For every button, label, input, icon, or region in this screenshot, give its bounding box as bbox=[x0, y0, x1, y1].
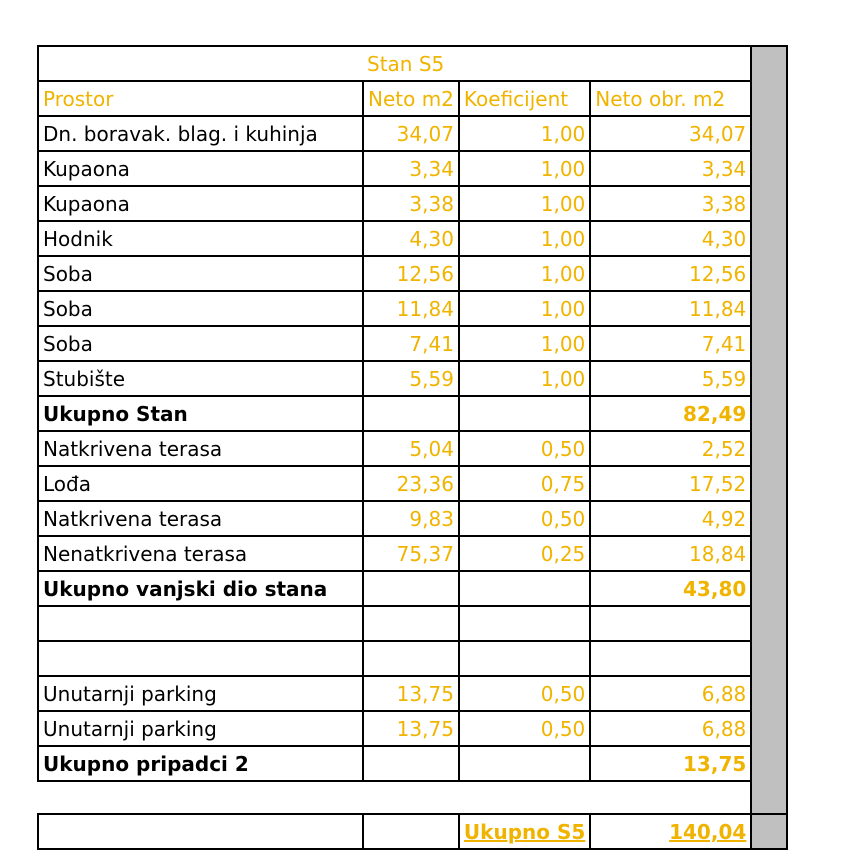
total-stan-row bbox=[38, 396, 787, 431]
empty-cell bbox=[363, 396, 459, 431]
space-name: Natkrivena terasa bbox=[38, 501, 363, 536]
total-value: 13,75 bbox=[590, 746, 751, 781]
obr-value: 18,84 bbox=[590, 536, 751, 571]
header-row bbox=[38, 81, 787, 116]
koef-value: 1,00 bbox=[459, 221, 590, 256]
gray-cell bbox=[751, 116, 787, 151]
gray-cell bbox=[751, 431, 787, 466]
gray-cell bbox=[751, 641, 787, 676]
koef-value: 0,25 bbox=[459, 536, 590, 571]
empty-row bbox=[38, 641, 787, 676]
obr-value: 4,30 bbox=[590, 221, 751, 256]
empty-cell bbox=[459, 746, 590, 781]
gray-cell bbox=[751, 814, 787, 849]
gray-cell bbox=[751, 571, 787, 606]
table-row bbox=[38, 361, 787, 396]
obr-value: 3,34 bbox=[590, 151, 751, 186]
neto-value: 34,07 bbox=[363, 116, 459, 151]
space-name: Natkrivena terasa bbox=[38, 431, 363, 466]
empty-cell bbox=[363, 571, 459, 606]
table-row bbox=[38, 186, 787, 221]
header-neto: Neto m2 bbox=[363, 81, 459, 116]
neto-value: 5,04 bbox=[363, 431, 459, 466]
gray-cell bbox=[751, 186, 787, 221]
neto-value: 12,56 bbox=[363, 256, 459, 291]
neto-value: 3,38 bbox=[363, 186, 459, 221]
gray-cell bbox=[751, 81, 787, 116]
empty-cell bbox=[363, 606, 459, 641]
table-row bbox=[38, 116, 787, 151]
table-row bbox=[38, 676, 787, 711]
gray-cell bbox=[751, 221, 787, 256]
koef-value: 0,50 bbox=[459, 501, 590, 536]
koef-value: 1,00 bbox=[459, 186, 590, 221]
total-label: Ukupno pripadci 2 bbox=[38, 746, 363, 781]
table-row bbox=[38, 501, 787, 536]
gray-cell bbox=[751, 256, 787, 291]
neto-value: 13,75 bbox=[363, 676, 459, 711]
space-name: Dn. boravak. blag. i kuhinja bbox=[38, 116, 363, 151]
koef-value: 0,50 bbox=[459, 431, 590, 466]
table-row bbox=[38, 536, 787, 571]
grand-total-value: 140,04 bbox=[590, 814, 751, 849]
space-name: Soba bbox=[38, 326, 363, 361]
spreadsheet-area bbox=[37, 45, 788, 850]
empty-cell bbox=[38, 641, 363, 676]
gray-cell bbox=[751, 606, 787, 641]
gap-cell bbox=[363, 781, 459, 814]
space-name: Nenatkrivena terasa bbox=[38, 536, 363, 571]
koef-value: 1,00 bbox=[459, 256, 590, 291]
gray-cell bbox=[751, 781, 787, 814]
total-label: Ukupno Stan bbox=[38, 396, 363, 431]
neto-value: 13,75 bbox=[363, 711, 459, 746]
koef-value: 1,00 bbox=[459, 116, 590, 151]
gray-cell bbox=[751, 466, 787, 501]
table-row bbox=[38, 221, 787, 256]
gray-cell bbox=[751, 396, 787, 431]
empty-cell bbox=[459, 571, 590, 606]
neto-value: 4,30 bbox=[363, 221, 459, 256]
space-name: Soba bbox=[38, 291, 363, 326]
space-name: Hodnik bbox=[38, 221, 363, 256]
obr-value: 7,41 bbox=[590, 326, 751, 361]
gray-cell bbox=[751, 46, 787, 81]
empty-cell bbox=[363, 641, 459, 676]
empty-cell bbox=[38, 814, 363, 849]
space-name: Kupaona bbox=[38, 151, 363, 186]
empty-cell bbox=[38, 606, 363, 641]
empty-cell bbox=[459, 396, 590, 431]
gray-cell bbox=[751, 501, 787, 536]
gray-cell bbox=[751, 711, 787, 746]
empty-cell bbox=[459, 606, 590, 641]
table-title: Stan S5 bbox=[363, 46, 590, 81]
koef-value: 0,50 bbox=[459, 676, 590, 711]
space-name: Kupaona bbox=[38, 186, 363, 221]
gap-cell bbox=[459, 781, 590, 814]
total-parking-row bbox=[38, 746, 787, 781]
table-row bbox=[38, 291, 787, 326]
table-row bbox=[38, 711, 787, 746]
table-row bbox=[38, 256, 787, 291]
obr-value: 4,92 bbox=[590, 501, 751, 536]
gray-cell bbox=[751, 326, 787, 361]
empty-cell bbox=[590, 606, 751, 641]
table-row bbox=[38, 431, 787, 466]
gray-cell bbox=[751, 676, 787, 711]
grand-total-label: Ukupno S5 bbox=[459, 814, 590, 849]
area-table bbox=[37, 45, 788, 850]
obr-value: 5,59 bbox=[590, 361, 751, 396]
empty-cell bbox=[363, 814, 459, 849]
total-label: Ukupno vanjski dio stana bbox=[38, 571, 363, 606]
obr-value: 6,88 bbox=[590, 676, 751, 711]
empty-cell bbox=[590, 641, 751, 676]
total-outdoor-row bbox=[38, 571, 787, 606]
obr-value: 6,88 bbox=[590, 711, 751, 746]
neto-value: 9,83 bbox=[363, 501, 459, 536]
table-row bbox=[38, 151, 787, 186]
title-row bbox=[38, 46, 787, 81]
gray-cell bbox=[751, 291, 787, 326]
empty-cell bbox=[363, 746, 459, 781]
koef-value: 1,00 bbox=[459, 326, 590, 361]
obr-value: 11,84 bbox=[590, 291, 751, 326]
space-name: Unutarnji parking bbox=[38, 676, 363, 711]
obr-value: 17,52 bbox=[590, 466, 751, 501]
header-koeficijent: Koeficijent bbox=[459, 81, 590, 116]
koef-value: 1,00 bbox=[459, 151, 590, 186]
table-row bbox=[38, 326, 787, 361]
header-prostor: Prostor bbox=[38, 81, 363, 116]
space-name: Unutarnji parking bbox=[38, 711, 363, 746]
empty-row bbox=[38, 606, 787, 641]
gray-cell bbox=[751, 151, 787, 186]
neto-value: 11,84 bbox=[363, 291, 459, 326]
total-value: 43,80 bbox=[590, 571, 751, 606]
obr-value: 34,07 bbox=[590, 116, 751, 151]
koef-value: 1,00 bbox=[459, 361, 590, 396]
gray-cell bbox=[751, 746, 787, 781]
gap-row bbox=[38, 781, 787, 814]
space-name: Stubište bbox=[38, 361, 363, 396]
neto-value: 23,36 bbox=[363, 466, 459, 501]
obr-value: 2,52 bbox=[590, 431, 751, 466]
total-value: 82,49 bbox=[590, 396, 751, 431]
obr-value: 3,38 bbox=[590, 186, 751, 221]
space-name: Soba bbox=[38, 256, 363, 291]
neto-value: 75,37 bbox=[363, 536, 459, 571]
gray-cell bbox=[751, 361, 787, 396]
empty-cell bbox=[459, 641, 590, 676]
gap-cell bbox=[38, 781, 363, 814]
header-neto-obr: Neto obr. m2 bbox=[590, 81, 751, 116]
koef-value: 1,00 bbox=[459, 291, 590, 326]
grand-total-row bbox=[38, 814, 787, 849]
neto-value: 3,34 bbox=[363, 151, 459, 186]
title-pad-right bbox=[590, 46, 751, 81]
table-row bbox=[38, 466, 787, 501]
title-pad-left bbox=[38, 46, 363, 81]
koef-value: 0,50 bbox=[459, 711, 590, 746]
space-name: Lođa bbox=[38, 466, 363, 501]
gap-cell bbox=[590, 781, 751, 814]
neto-value: 5,59 bbox=[363, 361, 459, 396]
gray-cell bbox=[751, 536, 787, 571]
obr-value: 12,56 bbox=[590, 256, 751, 291]
neto-value: 7,41 bbox=[363, 326, 459, 361]
koef-value: 0,75 bbox=[459, 466, 590, 501]
